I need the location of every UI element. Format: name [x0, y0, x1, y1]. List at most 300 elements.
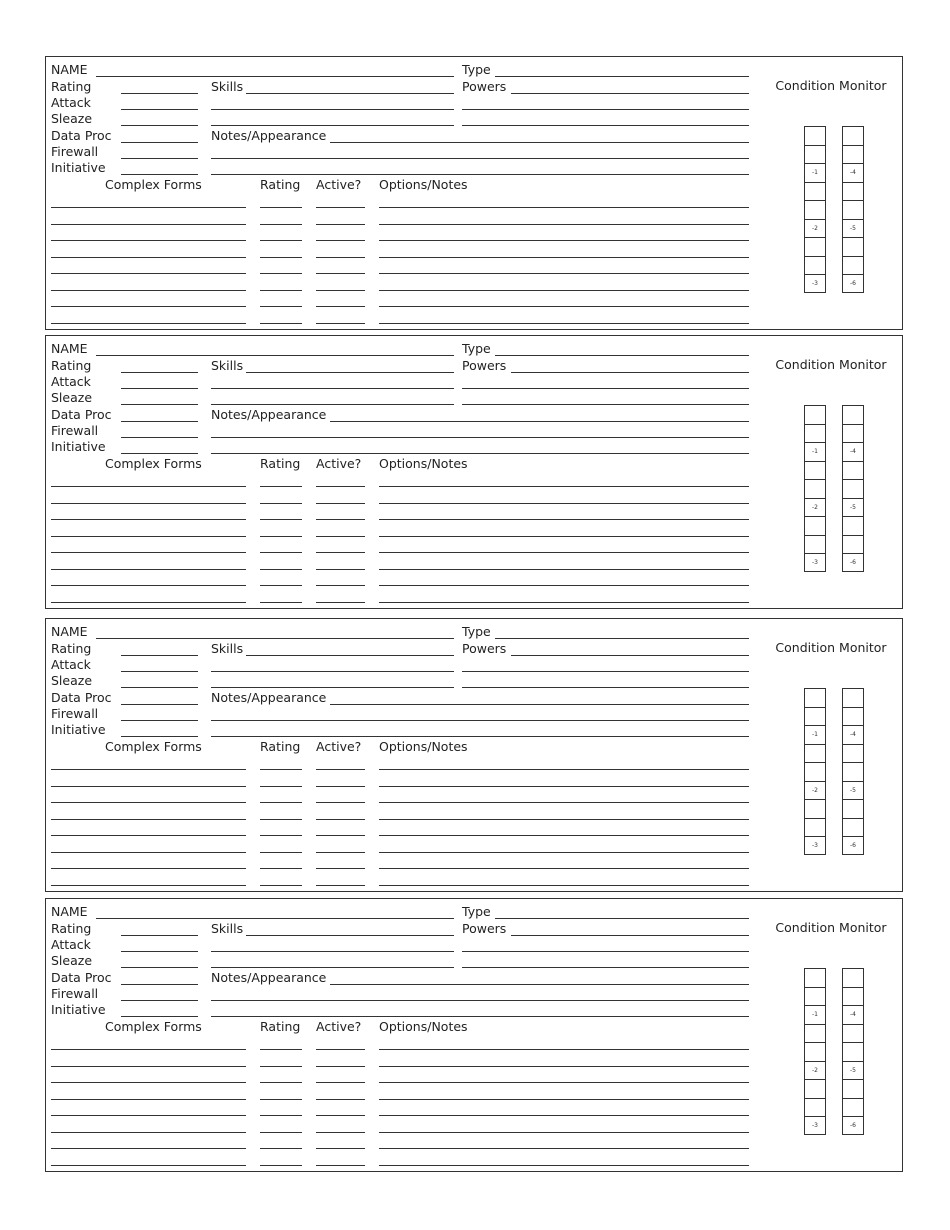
- condition-monitor-box[interactable]: [843, 745, 863, 764]
- complex-form-options-field[interactable]: [379, 819, 749, 820]
- rating-field[interactable]: [121, 93, 198, 94]
- notes-field-line[interactable]: [211, 1000, 749, 1001]
- complex-form-rating-field[interactable]: [260, 852, 302, 853]
- condition-monitor-box[interactable]: [843, 462, 863, 481]
- complex-form-options-field[interactable]: [379, 802, 749, 803]
- skills-field-line[interactable]: [211, 687, 454, 688]
- complex-form-active-field[interactable]: [316, 1115, 365, 1116]
- record-card: [45, 335, 903, 609]
- type-field[interactable]: [495, 76, 749, 77]
- condition-monitor-box[interactable]: [843, 146, 863, 165]
- name-field[interactable]: [96, 355, 454, 356]
- firewall-field[interactable]: [121, 720, 198, 721]
- notes-appearance-field[interactable]: [330, 421, 749, 422]
- condition-monitor-box[interactable]: [843, 238, 863, 257]
- complex-form-active-field[interactable]: [316, 552, 365, 553]
- complex-form-name-field[interactable]: [51, 1066, 246, 1067]
- condition-monitor-box[interactable]: -2: [805, 499, 825, 518]
- notes-appearance-field[interactable]: [330, 984, 749, 985]
- complex-form-active-field[interactable]: [316, 536, 365, 537]
- complex-form-rating-field[interactable]: [260, 802, 302, 803]
- complex-form-active-field[interactable]: [316, 290, 365, 291]
- complex-form-options-field[interactable]: [379, 602, 749, 603]
- complex-forms-header: Complex Forms: [105, 177, 202, 192]
- powers-field-line[interactable]: [462, 125, 749, 126]
- attack-field[interactable]: [121, 109, 198, 110]
- condition-monitor-box[interactable]: -4: [843, 164, 863, 183]
- complex-form-rating-field[interactable]: [260, 486, 302, 487]
- complex-form-rating-field[interactable]: [260, 1082, 302, 1083]
- complex-form-active-field[interactable]: [316, 569, 365, 570]
- complex-form-active-field[interactable]: [316, 802, 365, 803]
- notes-field-line[interactable]: [211, 720, 749, 721]
- skills-label: Skills: [211, 79, 244, 94]
- complex-form-active-field[interactable]: [316, 852, 365, 853]
- complex-form-options-field[interactable]: [379, 852, 749, 853]
- name-field[interactable]: [96, 638, 454, 639]
- complex-form-active-field[interactable]: [316, 323, 365, 324]
- complex-form-rating-field[interactable]: [260, 1115, 302, 1116]
- condition-monitor-box[interactable]: [843, 988, 863, 1007]
- complex-form-options-field[interactable]: [379, 290, 749, 291]
- condition-monitor-box[interactable]: [805, 1043, 825, 1062]
- condition-monitor-box[interactable]: [843, 406, 863, 425]
- condition-monitor-box[interactable]: -2: [805, 782, 825, 801]
- complex-form-rating-field[interactable]: [260, 552, 302, 553]
- complex-form-options-field[interactable]: [379, 885, 749, 886]
- condition-monitor-box[interactable]: -5: [843, 1062, 863, 1081]
- skills-field-line[interactable]: [211, 125, 454, 126]
- condition-monitor-box[interactable]: [805, 257, 825, 276]
- powers-field-line[interactable]: [462, 671, 749, 672]
- complex-form-rating-field[interactable]: [260, 306, 302, 307]
- complex-form-name-field[interactable]: [51, 273, 246, 274]
- condition-monitor-column: [804, 968, 826, 1135]
- attack-label: Attack: [51, 937, 91, 952]
- complex-form-active-field[interactable]: [316, 786, 365, 787]
- complex-form-name-field[interactable]: [51, 585, 246, 586]
- powers-field-line[interactable]: [462, 967, 749, 968]
- complex-form-active-field[interactable]: [316, 273, 365, 274]
- complex-form-options-field[interactable]: [379, 868, 749, 869]
- complex-form-rating-field[interactable]: [260, 323, 302, 324]
- complex-form-active-field[interactable]: [316, 306, 365, 307]
- firewall-label: Firewall: [51, 986, 99, 1001]
- complex-form-name-field[interactable]: [51, 207, 246, 208]
- complex-form-active-field[interactable]: [316, 1132, 365, 1133]
- complex-form-rating-field[interactable]: [260, 868, 302, 869]
- skills-field-line[interactable]: [211, 404, 454, 405]
- complex-form-options-field[interactable]: [379, 1132, 749, 1133]
- notes-field-line[interactable]: [211, 174, 749, 175]
- powers-field-line[interactable]: [462, 687, 749, 688]
- condition-monitor-box[interactable]: [843, 1099, 863, 1118]
- condition-monitor-box[interactable]: [805, 1080, 825, 1099]
- condition-monitor-box[interactable]: [805, 708, 825, 727]
- complex-form-name-field[interactable]: [51, 503, 246, 504]
- complex-form-name-field[interactable]: [51, 569, 246, 570]
- condition-monitor-box[interactable]: [805, 1099, 825, 1118]
- skills-field[interactable]: [246, 93, 454, 94]
- complex-form-active-field[interactable]: [316, 885, 365, 886]
- skills-field[interactable]: [246, 935, 454, 936]
- complex-form-rating-field[interactable]: [260, 569, 302, 570]
- complex-form-options-field[interactable]: [379, 786, 749, 787]
- condition-monitor-box[interactable]: -1: [805, 726, 825, 745]
- complex-form-rating-field[interactable]: [260, 503, 302, 504]
- complex-form-rating-field[interactable]: [260, 1049, 302, 1050]
- complex-form-active-field[interactable]: [316, 207, 365, 208]
- rating-field[interactable]: [121, 372, 198, 373]
- complex-form-name-field[interactable]: [51, 786, 246, 787]
- firewall-field[interactable]: [121, 1000, 198, 1001]
- complex-form-active-field[interactable]: [316, 503, 365, 504]
- name-label: NAME: [51, 624, 88, 639]
- condition-monitor-box[interactable]: [843, 689, 863, 708]
- complex-form-rating-field[interactable]: [260, 224, 302, 225]
- complex-form-name-field[interactable]: [51, 224, 246, 225]
- complex-form-name-field[interactable]: [51, 1099, 246, 1100]
- condition-monitor-box[interactable]: [805, 238, 825, 257]
- complex-form-active-field[interactable]: [316, 486, 365, 487]
- notes-appearance-field[interactable]: [330, 704, 749, 705]
- complex-form-name-field[interactable]: [51, 1165, 246, 1166]
- powers-label: Powers: [462, 921, 507, 936]
- data-proc-field[interactable]: [121, 142, 198, 143]
- complex-form-active-field[interactable]: [316, 257, 365, 258]
- condition-monitor-box[interactable]: [843, 183, 863, 202]
- condition-monitor-box[interactable]: [805, 406, 825, 425]
- condition-monitor-box[interactable]: [843, 1043, 863, 1062]
- condition-monitor-title: Condition Monitor: [775, 78, 887, 93]
- name-field[interactable]: [96, 76, 454, 77]
- complex-form-rating-field[interactable]: [260, 819, 302, 820]
- firewall-field[interactable]: [121, 437, 198, 438]
- powers-field[interactable]: [511, 935, 749, 936]
- condition-monitor-box[interactable]: [805, 1025, 825, 1044]
- skills-field[interactable]: [246, 372, 454, 373]
- complex-form-rating-field[interactable]: [260, 786, 302, 787]
- attack-field[interactable]: [121, 671, 198, 672]
- sleaze-field[interactable]: [121, 125, 198, 126]
- complex-form-rating-field[interactable]: [260, 1099, 302, 1100]
- complex-form-rating-field[interactable]: [260, 769, 302, 770]
- sleaze-field[interactable]: [121, 687, 198, 688]
- complex-form-name-field[interactable]: [51, 323, 246, 324]
- complex-form-name-field[interactable]: [51, 885, 246, 886]
- condition-monitor-box[interactable]: [805, 745, 825, 764]
- type-label: Type: [462, 904, 491, 919]
- complex-form-name-field[interactable]: [51, 1082, 246, 1083]
- condition-monitor-box[interactable]: [843, 969, 863, 988]
- condition-monitor-box[interactable]: [843, 201, 863, 220]
- condition-monitor-box[interactable]: [805, 462, 825, 481]
- complex-form-options-field[interactable]: [379, 257, 749, 258]
- condition-monitor-title: Condition Monitor: [775, 920, 887, 935]
- initiative-field[interactable]: [121, 453, 198, 454]
- rating-field[interactable]: [121, 655, 198, 656]
- cf-rating-header: Rating: [260, 1019, 301, 1034]
- complex-form-rating-field[interactable]: [260, 885, 302, 886]
- complex-form-options-field[interactable]: [379, 306, 749, 307]
- complex-form-options-field[interactable]: [379, 519, 749, 520]
- skills-field-line[interactable]: [211, 967, 454, 968]
- condition-monitor-column: [804, 126, 826, 293]
- condition-monitor-box[interactable]: [843, 536, 863, 555]
- condition-monitor-box[interactable]: [805, 689, 825, 708]
- condition-monitor-box[interactable]: [843, 480, 863, 499]
- condition-monitor-box[interactable]: [805, 425, 825, 444]
- condition-monitor-column: [842, 405, 864, 572]
- complex-form-active-field[interactable]: [316, 868, 365, 869]
- complex-form-name-field[interactable]: [51, 769, 246, 770]
- condition-monitor-box[interactable]: [843, 517, 863, 536]
- notes-field-line[interactable]: [211, 158, 749, 159]
- attack-field[interactable]: [121, 388, 198, 389]
- initiative-label: Initiative: [51, 722, 106, 737]
- powers-field-line[interactable]: [462, 109, 749, 110]
- condition-monitor-box[interactable]: -4: [843, 726, 863, 745]
- active-header: Active?: [316, 739, 362, 754]
- complex-form-options-field[interactable]: [379, 835, 749, 836]
- complex-form-active-field[interactable]: [316, 240, 365, 241]
- complex-form-name-field[interactable]: [51, 602, 246, 603]
- condition-monitor-box[interactable]: -3: [812, 280, 818, 287]
- complex-form-options-field[interactable]: [379, 1115, 749, 1116]
- condition-monitor-box[interactable]: [805, 536, 825, 555]
- complex-form-options-field[interactable]: [379, 486, 749, 487]
- complex-form-active-field[interactable]: [316, 1148, 365, 1149]
- complex-form-name-field[interactable]: [51, 257, 246, 258]
- complex-form-name-field[interactable]: [51, 536, 246, 537]
- complex-form-name-field[interactable]: [51, 486, 246, 487]
- complex-form-rating-field[interactable]: [260, 290, 302, 291]
- complex-form-options-field[interactable]: [379, 1148, 749, 1149]
- complex-form-name-field[interactable]: [51, 802, 246, 803]
- complex-form-rating-field[interactable]: [260, 257, 302, 258]
- complex-form-active-field[interactable]: [316, 1049, 365, 1050]
- condition-monitor-box[interactable]: [843, 819, 863, 838]
- notes-field-line[interactable]: [211, 453, 749, 454]
- complex-form-options-field[interactable]: [379, 273, 749, 274]
- complex-form-options-field[interactable]: [379, 1082, 749, 1083]
- condition-monitor-box[interactable]: -5: [843, 220, 863, 239]
- condition-monitor-box[interactable]: [843, 1025, 863, 1044]
- condition-monitor-box[interactable]: [843, 708, 863, 727]
- complex-form-rating-field[interactable]: [260, 1066, 302, 1067]
- complex-form-active-field[interactable]: [316, 519, 365, 520]
- complex-form-name-field[interactable]: [51, 835, 246, 836]
- data-proc-label: Data Proc: [51, 128, 112, 143]
- condition-monitor-box[interactable]: [805, 800, 825, 819]
- initiative-field[interactable]: [121, 1016, 198, 1017]
- complex-form-options-field[interactable]: [379, 1066, 749, 1067]
- complex-form-rating-field[interactable]: [260, 835, 302, 836]
- condition-monitor-box[interactable]: [805, 183, 825, 202]
- skills-field-line[interactable]: [211, 388, 454, 389]
- type-field[interactable]: [495, 355, 749, 356]
- complex-form-options-field[interactable]: [379, 1099, 749, 1100]
- complex-form-options-field[interactable]: [379, 536, 749, 537]
- complex-form-name-field[interactable]: [51, 819, 246, 820]
- condition-monitor-box[interactable]: -1: [805, 443, 825, 462]
- complex-form-rating-field[interactable]: [260, 602, 302, 603]
- powers-field[interactable]: [511, 372, 749, 373]
- skills-field-line[interactable]: [211, 951, 454, 952]
- complex-form-rating-field[interactable]: [260, 207, 302, 208]
- attack-label: Attack: [51, 374, 91, 389]
- skills-label: Skills: [211, 921, 244, 936]
- sleaze-field[interactable]: [121, 404, 198, 405]
- complex-form-name-field[interactable]: [51, 1148, 246, 1149]
- complex-form-active-field[interactable]: [316, 1165, 365, 1166]
- sleaze-field[interactable]: [121, 967, 198, 968]
- condition-monitor-box[interactable]: -3: [812, 842, 818, 849]
- rating-label: Rating: [51, 79, 92, 94]
- complex-form-active-field[interactable]: [316, 602, 365, 603]
- condition-monitor-box[interactable]: [843, 1080, 863, 1099]
- complex-form-name-field[interactable]: [51, 519, 246, 520]
- skills-label: Skills: [211, 641, 244, 656]
- condition-monitor-box[interactable]: -6: [850, 1122, 856, 1129]
- firewall-label: Firewall: [51, 144, 99, 159]
- skills-field[interactable]: [246, 655, 454, 656]
- data-proc-label: Data Proc: [51, 970, 112, 985]
- initiative-label: Initiative: [51, 160, 106, 175]
- complex-form-options-field[interactable]: [379, 503, 749, 504]
- complex-form-name-field[interactable]: [51, 290, 246, 291]
- complex-form-options-field[interactable]: [379, 1165, 749, 1166]
- complex-form-name-field[interactable]: [51, 306, 246, 307]
- complex-form-rating-field[interactable]: [260, 273, 302, 274]
- name-label: NAME: [51, 341, 88, 356]
- complex-form-rating-field[interactable]: [260, 536, 302, 537]
- condition-monitor-box[interactable]: -4: [843, 1006, 863, 1025]
- complex-form-active-field[interactable]: [316, 1066, 365, 1067]
- complex-form-name-field[interactable]: [51, 852, 246, 853]
- complex-form-name-field[interactable]: [51, 868, 246, 869]
- complex-form-options-field[interactable]: [379, 224, 749, 225]
- complex-form-active-field[interactable]: [316, 1082, 365, 1083]
- condition-monitor-box[interactable]: [843, 425, 863, 444]
- complex-form-rating-field[interactable]: [260, 1165, 302, 1166]
- complex-form-active-field[interactable]: [316, 585, 365, 586]
- skills-field-line[interactable]: [211, 671, 454, 672]
- name-field[interactable]: [96, 918, 454, 919]
- options-notes-header: Options/Notes: [379, 177, 468, 192]
- powers-field-line[interactable]: [462, 951, 749, 952]
- condition-monitor-box[interactable]: [843, 763, 863, 782]
- data-proc-field[interactable]: [121, 704, 198, 705]
- condition-monitor-box[interactable]: -6: [850, 559, 856, 566]
- powers-field[interactable]: [511, 93, 749, 94]
- attack-label: Attack: [51, 657, 91, 672]
- condition-monitor-box[interactable]: -1: [805, 1006, 825, 1025]
- condition-monitor-box[interactable]: -2: [805, 1062, 825, 1081]
- complex-form-active-field[interactable]: [316, 1099, 365, 1100]
- complex-form-options-field[interactable]: [379, 552, 749, 553]
- powers-field-line[interactable]: [462, 404, 749, 405]
- condition-monitor-box[interactable]: -4: [843, 443, 863, 462]
- initiative-field[interactable]: [121, 736, 198, 737]
- condition-monitor-box[interactable]: [805, 201, 825, 220]
- condition-monitor-box[interactable]: [843, 127, 863, 146]
- type-field[interactable]: [495, 918, 749, 919]
- complex-form-rating-field[interactable]: [260, 240, 302, 241]
- complex-form-options-field[interactable]: [379, 585, 749, 586]
- condition-monitor-box[interactable]: [805, 517, 825, 536]
- condition-monitor-box[interactable]: [843, 257, 863, 276]
- notes-field-line[interactable]: [211, 736, 749, 737]
- complex-form-active-field[interactable]: [316, 819, 365, 820]
- data-proc-field[interactable]: [121, 984, 198, 985]
- firewall-field[interactable]: [121, 158, 198, 159]
- complex-form-rating-field[interactable]: [260, 1132, 302, 1133]
- condition-monitor-box[interactable]: [843, 800, 863, 819]
- condition-monitor-box[interactable]: -3: [812, 1122, 818, 1129]
- condition-monitor-box[interactable]: -6: [850, 280, 856, 287]
- condition-monitor-box[interactable]: -1: [805, 164, 825, 183]
- notes-field-line[interactable]: [211, 437, 749, 438]
- condition-monitor-box[interactable]: [805, 127, 825, 146]
- complex-form-rating-field[interactable]: [260, 1148, 302, 1149]
- options-notes-header: Options/Notes: [379, 1019, 468, 1034]
- condition-monitor-box[interactable]: -5: [843, 499, 863, 518]
- complex-form-active-field[interactable]: [316, 224, 365, 225]
- record-card: [45, 56, 903, 330]
- complex-form-rating-field[interactable]: [260, 519, 302, 520]
- powers-field[interactable]: [511, 655, 749, 656]
- complex-form-options-field[interactable]: [379, 207, 749, 208]
- attack-field[interactable]: [121, 951, 198, 952]
- notes-field-line[interactable]: [211, 1016, 749, 1017]
- condition-monitor-column: [842, 968, 864, 1135]
- powers-field-line[interactable]: [462, 388, 749, 389]
- data-proc-field[interactable]: [121, 421, 198, 422]
- complex-form-name-field[interactable]: [51, 552, 246, 553]
- complex-form-name-field[interactable]: [51, 1049, 246, 1050]
- condition-monitor-column: [842, 688, 864, 855]
- type-field[interactable]: [495, 638, 749, 639]
- complex-form-options-field[interactable]: [379, 1049, 749, 1050]
- complex-form-rating-field[interactable]: [260, 585, 302, 586]
- complex-form-options-field[interactable]: [379, 240, 749, 241]
- complex-form-name-field[interactable]: [51, 1115, 246, 1116]
- complex-form-options-field[interactable]: [379, 323, 749, 324]
- complex-form-active-field[interactable]: [316, 769, 365, 770]
- notes-appearance-field[interactable]: [330, 142, 749, 143]
- condition-monitor-box[interactable]: -2: [805, 220, 825, 239]
- complex-form-name-field[interactable]: [51, 240, 246, 241]
- complex-form-options-field[interactable]: [379, 569, 749, 570]
- initiative-field[interactable]: [121, 174, 198, 175]
- condition-monitor-box[interactable]: [805, 969, 825, 988]
- complex-form-name-field[interactable]: [51, 1132, 246, 1133]
- condition-monitor-box[interactable]: [805, 763, 825, 782]
- condition-monitor-box[interactable]: -3: [812, 559, 818, 566]
- condition-monitor-box[interactable]: [805, 146, 825, 165]
- rating-label: Rating: [51, 921, 92, 936]
- condition-monitor-box[interactable]: [805, 819, 825, 838]
- condition-monitor-box[interactable]: -6: [850, 842, 856, 849]
- condition-monitor-box[interactable]: [805, 480, 825, 499]
- complex-form-active-field[interactable]: [316, 835, 365, 836]
- rating-field[interactable]: [121, 935, 198, 936]
- skills-field-line[interactable]: [211, 109, 454, 110]
- condition-monitor-box[interactable]: [805, 988, 825, 1007]
- condition-monitor-box[interactable]: -5: [843, 782, 863, 801]
- complex-form-options-field[interactable]: [379, 769, 749, 770]
